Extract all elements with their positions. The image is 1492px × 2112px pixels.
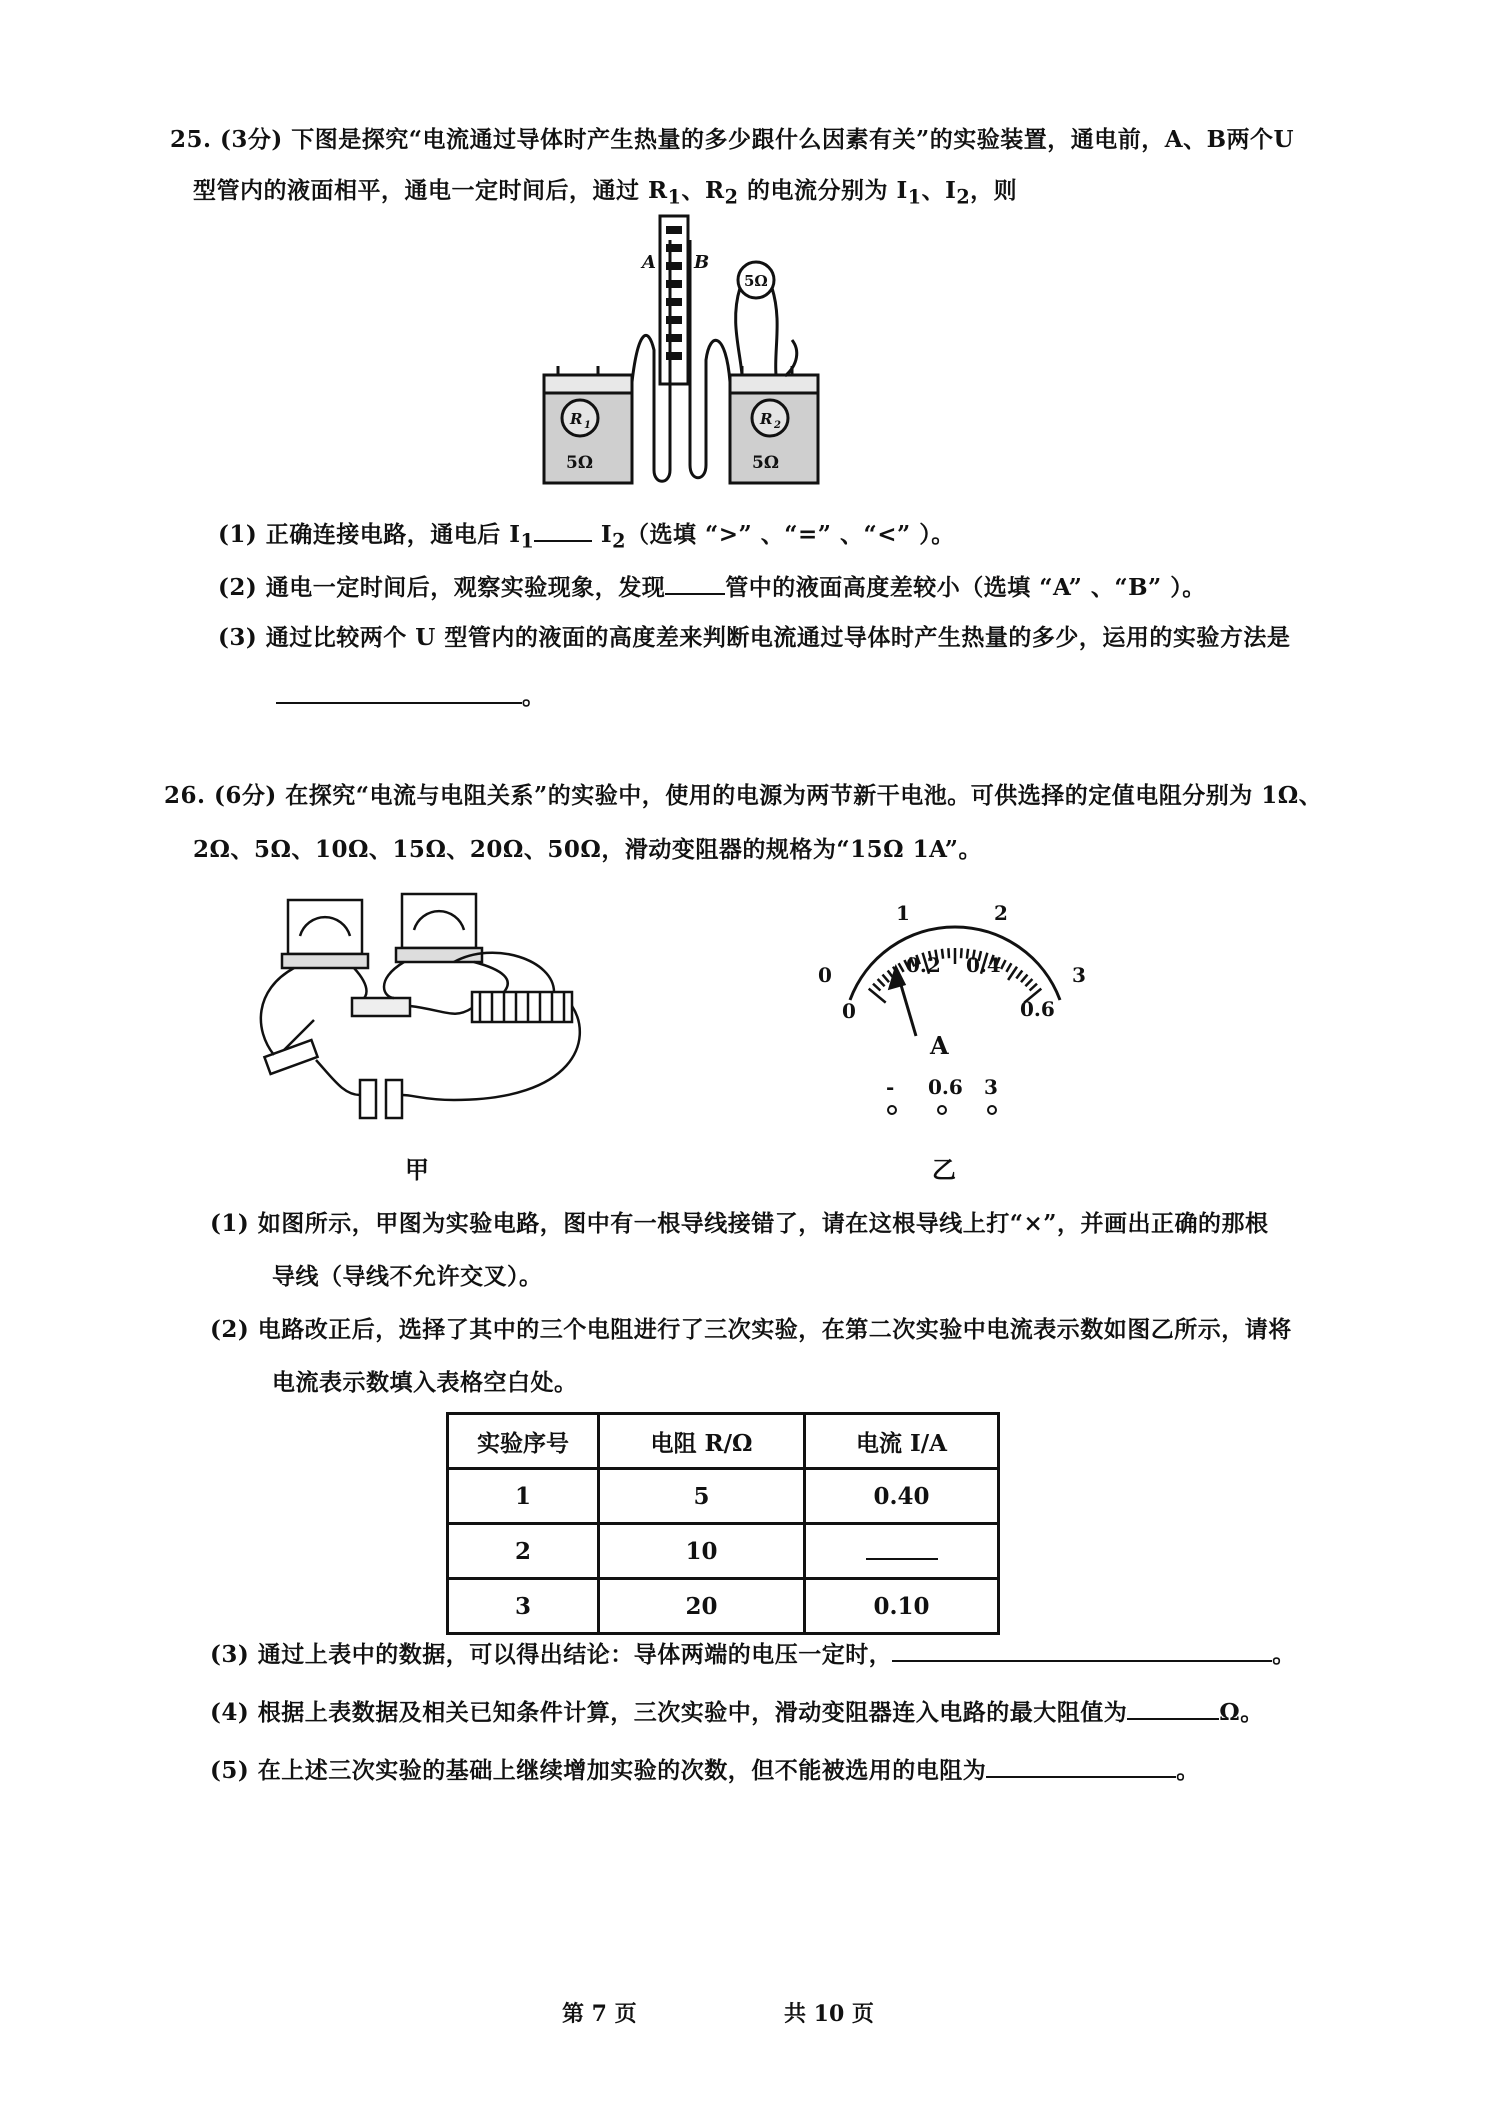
q26-header: 26. (6分) 在探究“电流与电阻关系”的实验中，使用的电源为两节新干电池。可供选择的定值电阻分别为 1Ω、 (164, 782, 1323, 809)
label-left-5ohm: 5Ω (566, 453, 593, 473)
label-r1: R (570, 410, 583, 428)
table-cell-answer-blank[interactable] (805, 1524, 999, 1579)
table-header-resistance: 电阻 R/Ω (599, 1414, 805, 1469)
table-cell: 3 (448, 1579, 599, 1634)
label-top-resistor: 5Ω (744, 272, 768, 290)
dial-tick (873, 984, 880, 991)
label-right-5ohm: 5Ω (752, 453, 779, 473)
figure-jia-label: 甲 (405, 1155, 429, 1184)
dial-top-label-1: 1 (896, 901, 910, 925)
dial-top-label-2: 2 (994, 901, 1008, 925)
dial-tick (1025, 979, 1032, 986)
dial-tick (1006, 963, 1011, 972)
dial-tick (869, 989, 886, 1003)
q26-part1-line2: 导线（导线不允许交叉）。 (272, 1263, 543, 1290)
table-header-current: 电流 I/A (805, 1414, 999, 1469)
q25-part2: (2) 通电一定时间后，观察实验现象，发现 管中的液面高度差较小（选填 “A” 、“B” ）。 (218, 569, 1206, 604)
dial-bottom-label-0: 0 (842, 999, 856, 1023)
terminal-3: 3 (984, 1075, 998, 1099)
dial-tick (948, 948, 949, 958)
dial-tick (1021, 975, 1028, 983)
q26-part4: (4) 根据上表数据及相关已知条件计算，三次实验中，滑动变阻器连入电路的最大阻值为 Ω。 (210, 1694, 1264, 1729)
q26-part2-line2: 电流表示数填入表格空白处。 (272, 1369, 578, 1396)
table-cell: 2 (448, 1524, 599, 1579)
table-cell: 1 (448, 1469, 599, 1524)
dial-tick (942, 949, 943, 959)
dial-tick (899, 963, 904, 972)
q25-part3: (3) 通过比较两个 U 型管内的液面的高度差来判断电流通过导体时产生热量的多少，运用的实验方法是 (218, 624, 1291, 651)
page-number: 第 7 页 (562, 2001, 637, 2027)
figure-yi-label: 乙 (932, 1155, 956, 1184)
table-cell: 0.10 (805, 1579, 999, 1634)
table-header-row (448, 1414, 999, 1469)
dial-bottom-label-0-4: 0.4 (966, 953, 1001, 977)
table-cell: 5 (599, 1469, 805, 1524)
q26-header-line2: 2Ω、5Ω、10Ω、15Ω、20Ω、50Ω，滑动变阻器的规格为“15Ω 1A”。 (193, 836, 982, 863)
label-a: A (642, 252, 656, 273)
q26-part3: (3) 通过上表中的数据，可以得出结论：导体两端的电压一定时， 。 (210, 1636, 1296, 1671)
label-r2-sub: 2 (774, 420, 781, 431)
table-row (448, 1579, 999, 1634)
dial-tick (1016, 971, 1022, 979)
table-cell: 0.40 (805, 1469, 999, 1524)
table-cell: 10 (599, 1524, 805, 1579)
dial-top-label-3: 3 (1072, 963, 1086, 987)
q25-header-line2: 型管内的液面相平，通电一定时间后，通过 $R_1$、$R_2$ 的电流分别为 $I_1$、$I_2$，则 (193, 177, 1018, 209)
table-row (448, 1524, 999, 1579)
dial-bottom-label-0-2: 0.2 (906, 953, 941, 977)
dial-tick (961, 948, 962, 958)
q26-part2: (2) 电路改正后，选择了其中的三个电阻进行了三次实验，在第二次实验中电流表示数如图乙所示，请将 (210, 1316, 1292, 1343)
label-r2: R (760, 410, 773, 428)
table-cell: 20 (599, 1579, 805, 1634)
experiment-data-table (446, 1412, 1000, 1635)
dial-top-label-0: 0 (818, 963, 832, 987)
dial-bottom-label-0-6: 0.6 (1020, 997, 1055, 1021)
terminal-minus: - (886, 1075, 895, 1099)
q26-part1: (1) 如图所示，甲图为实验电路，图中有一根导线接错了，请在这根导线上打“×”，并画出正确的那根 (210, 1210, 1269, 1237)
table-header-trial: 实验序号 (448, 1414, 599, 1469)
q26-part5: (5) 在上述三次实验的基础上继续增加实验的次数，但不能被选用的电阻为 。 (210, 1752, 1200, 1787)
q25-part1: (1) 正确连接电路，通电后 $I_1$ $I_2$（选填 “>” 、“=” 、“<” ）。 (218, 516, 955, 558)
dial-tick (883, 975, 890, 983)
terminal-0-6: 0.6 (928, 1075, 963, 1099)
label-r1-sub: 1 (584, 420, 591, 431)
dial-unit: A (930, 1031, 949, 1060)
table-row (448, 1469, 999, 1524)
ammeter-dial-figure-yi (810, 896, 1100, 1126)
joule-heating-apparatus-figure (530, 210, 830, 490)
dial-tick (1030, 984, 1037, 991)
label-b: B (694, 252, 710, 273)
q25-header: 25. (3分) 下图是探究“电流通过导体时产生热量的多少跟什么因素有关”的实验装置，通电前，A、B两个U (170, 126, 1295, 153)
dial-tick (878, 979, 885, 986)
page-total: 共 10 页 (784, 2001, 874, 2027)
q25-part3-answer: 。 (276, 678, 546, 713)
dial-tick (1001, 960, 1006, 969)
circuit-figure-jia (254, 880, 594, 1130)
